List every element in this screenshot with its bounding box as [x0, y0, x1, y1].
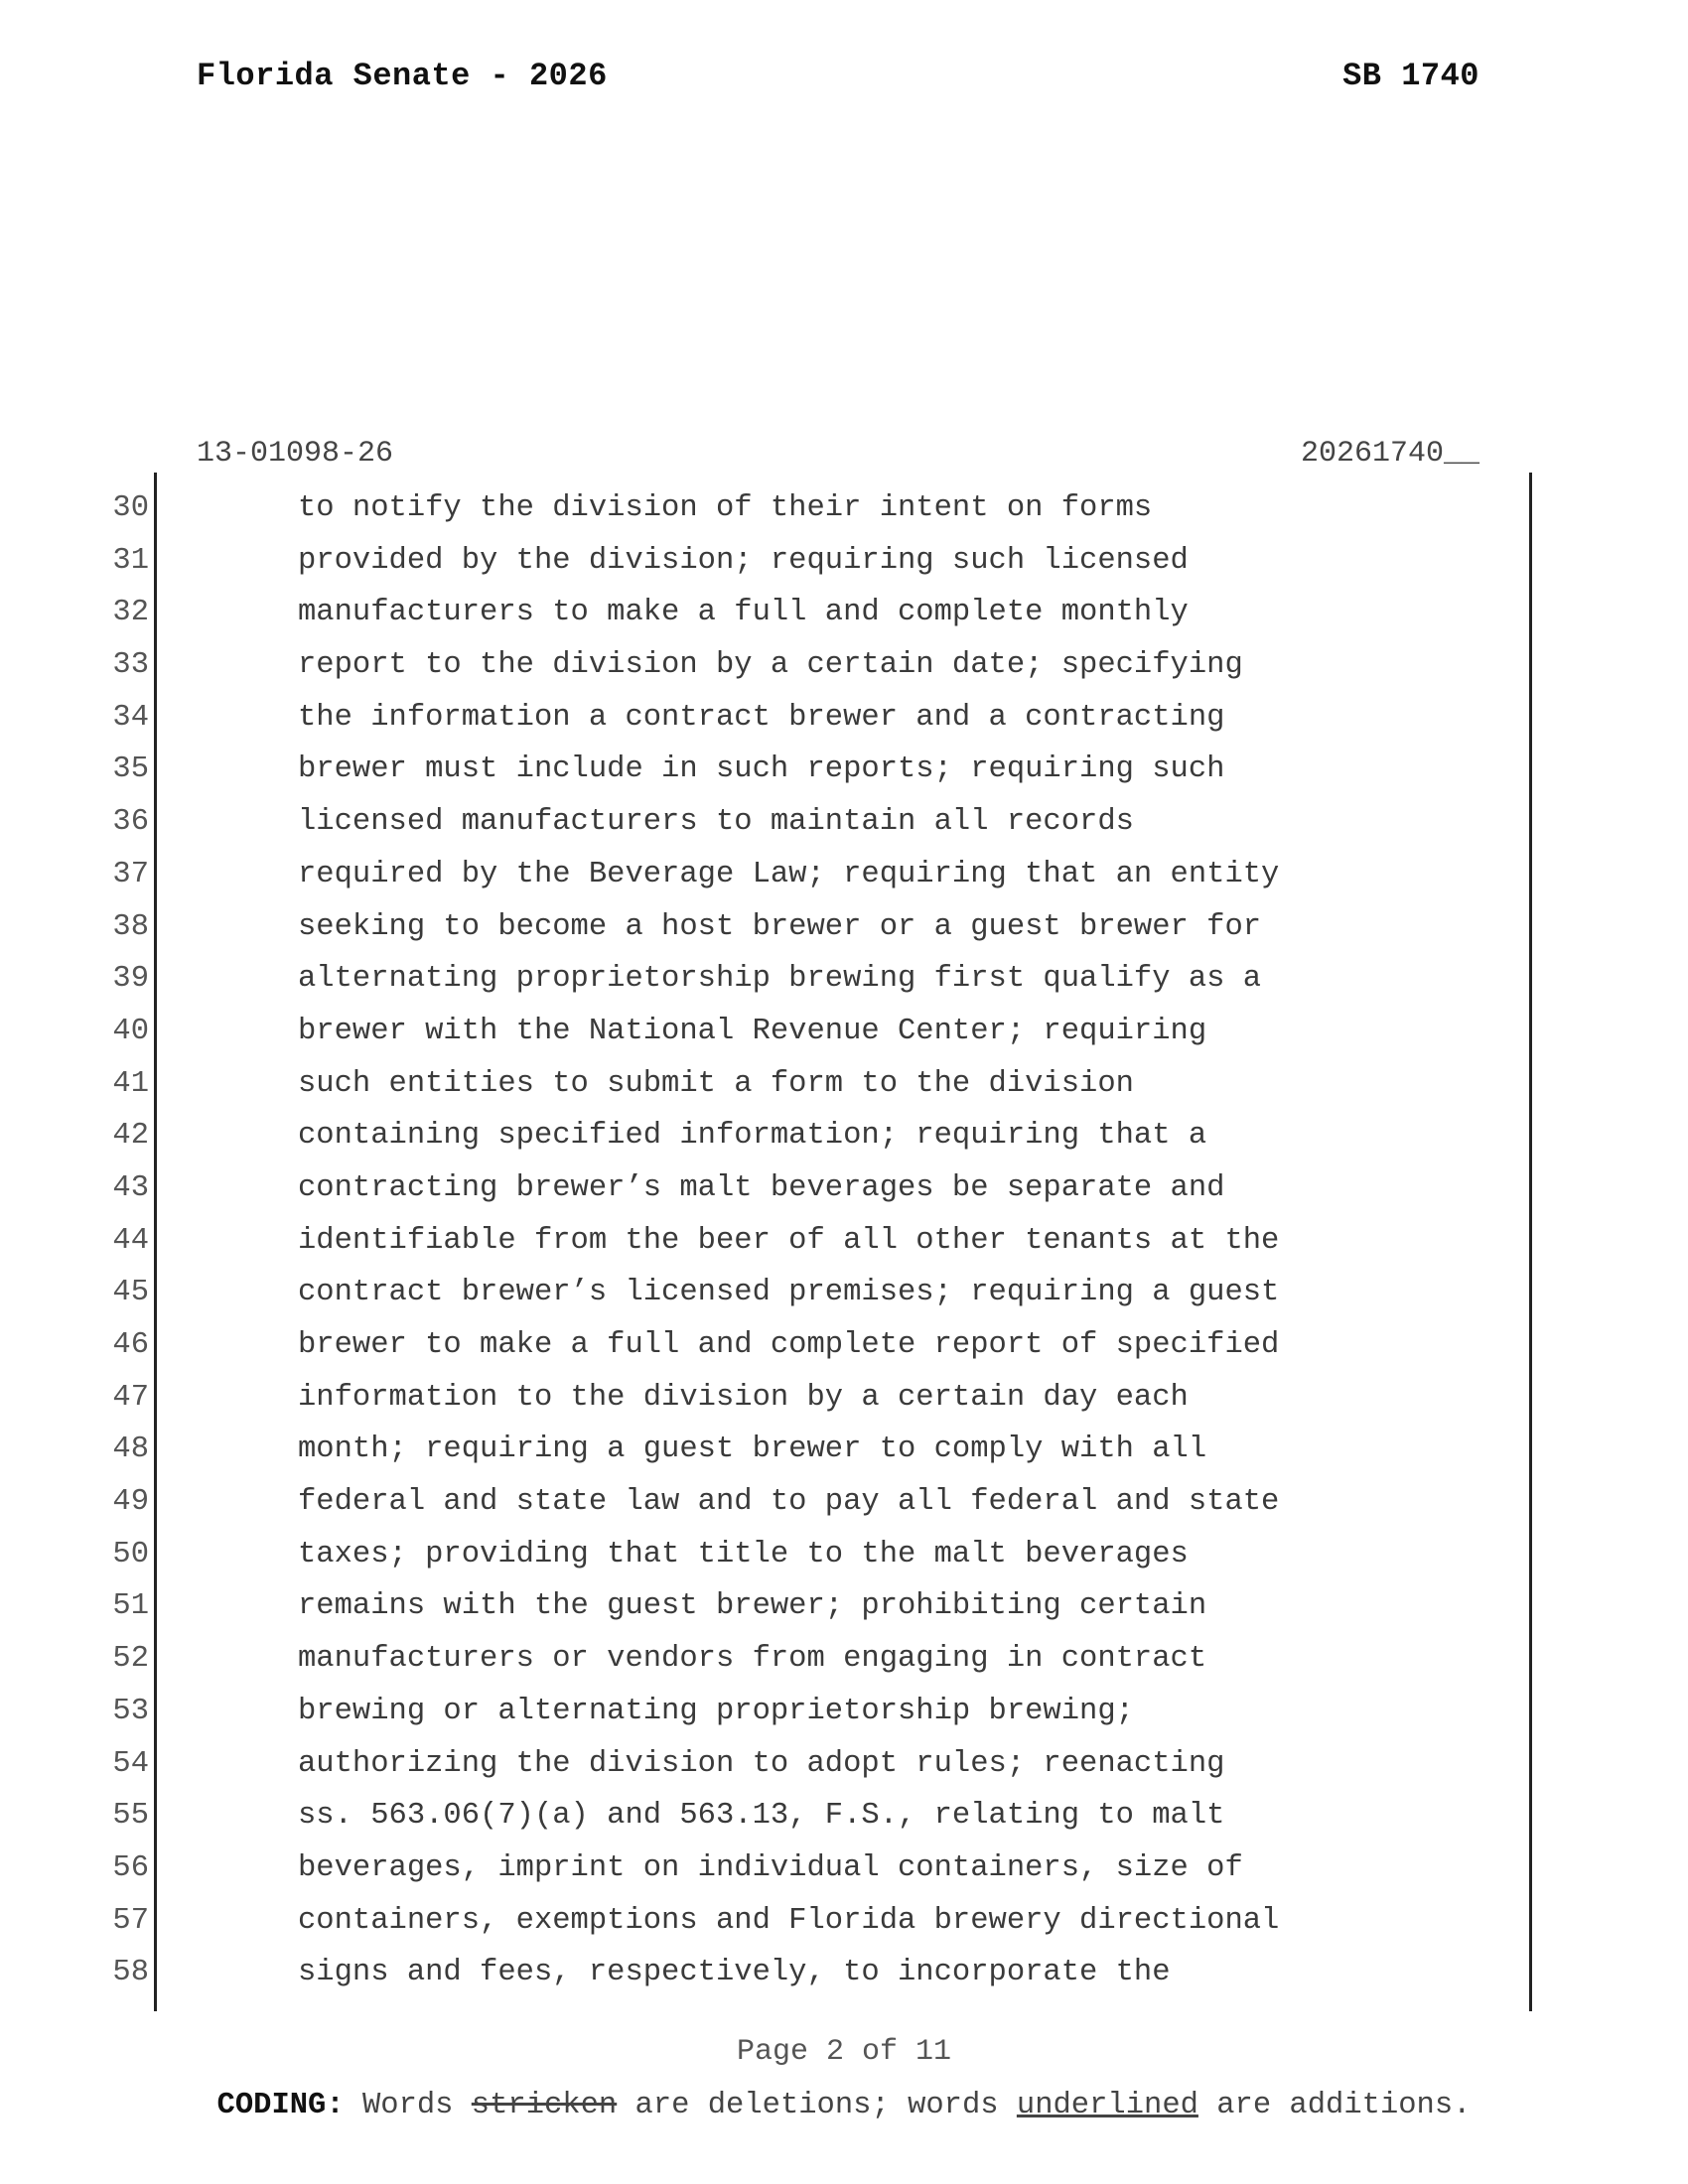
bill-line [0, 1162, 1688, 1215]
line-text: such entities to submit a form to the division [298, 1066, 1134, 1101]
line-text: brewing or alternating proprietorship brewing; [298, 1694, 1134, 1728]
header-title: Florida Senate - 2026 [197, 58, 608, 94]
line-number: 48 [112, 1433, 149, 1467]
line-number: 35 [112, 752, 149, 787]
line-number: 41 [112, 1066, 149, 1101]
line-text: brewer to make a full and complete report of specified [298, 1328, 1280, 1362]
bill-line [0, 535, 1688, 588]
line-number: 47 [112, 1380, 149, 1415]
line-text: seeking to become a host brewer or a guest brewer for [298, 909, 1262, 944]
line-number: 53 [112, 1694, 149, 1728]
line-number: 43 [112, 1170, 149, 1205]
bill-line [0, 1790, 1688, 1843]
bill-line [0, 1424, 1688, 1476]
draft-code: 13-01098-26 [197, 437, 394, 471]
bill-line [0, 953, 1688, 1006]
bill-line [0, 1058, 1688, 1111]
line-text: licensed manufacturers to maintain all records [298, 805, 1134, 840]
bill-line [0, 901, 1688, 954]
bill-line [0, 1319, 1688, 1372]
line-text: authorizing the division to adopt rules; reenacting [298, 1746, 1225, 1781]
bill-line [0, 1476, 1688, 1529]
bill-line [0, 1529, 1688, 1581]
line-number: 30 [112, 491, 149, 525]
bill-number: SB 1740 [1342, 58, 1479, 94]
line-text: report to the division by a certain date; specifying [298, 648, 1243, 683]
line-number: 45 [112, 1276, 149, 1310]
bill-line [0, 1738, 1688, 1791]
bill-line [0, 1633, 1688, 1686]
line-text: alternating proprietorship brewing first qualify as a [298, 962, 1262, 997]
line-text: contracting brewer’s malt beverages be separate and [298, 1170, 1225, 1205]
line-number: 31 [112, 543, 149, 578]
bill-line [0, 482, 1688, 535]
line-number: 51 [112, 1589, 149, 1624]
line-number: 46 [112, 1328, 149, 1362]
coding-legend [0, 2089, 1688, 2122]
bill-line [0, 587, 1688, 639]
line-text: month; requiring a guest brewer to comply with all [298, 1433, 1207, 1467]
line-number: 56 [112, 1850, 149, 1885]
line-number: 36 [112, 805, 149, 840]
bill-line [0, 639, 1688, 692]
line-text: manufacturers to make a full and complete monthly [298, 596, 1189, 630]
line-text: the information a contract brewer and a contracting [298, 700, 1225, 735]
coding-text-3: are additions. [1197, 2089, 1472, 2122]
line-number: 50 [112, 1537, 149, 1571]
bill-line [0, 1947, 1688, 1999]
bill-line [0, 849, 1688, 901]
coding-text-2: are deletions; words [617, 2089, 1017, 2122]
line-number: 40 [112, 1014, 149, 1048]
line-text: containers, exemptions and Florida brewery directional [298, 1903, 1280, 1938]
coding-stricken-example: stricken [471, 2089, 618, 2122]
bill-line [0, 796, 1688, 849]
line-number: 42 [112, 1119, 149, 1154]
coding-underlined-example: underlined [1016, 2089, 1198, 2122]
line-text: ss. 563.06(7)(a) and 563.13, F.S., relating to malt [298, 1799, 1225, 1834]
line-number: 57 [112, 1903, 149, 1938]
line-text: beverages, imprint on individual containers, size of [298, 1850, 1243, 1885]
bill-line [0, 1895, 1688, 1948]
bill-line [0, 744, 1688, 796]
line-text: manufacturers or vendors from engaging in contract [298, 1642, 1207, 1677]
line-text: signs and fees, respectively, to incorporate the [298, 1956, 1171, 1990]
line-number: 54 [112, 1746, 149, 1781]
coding-label: CODING: [216, 2089, 345, 2122]
bill-line [0, 692, 1688, 745]
line-text: information to the division by a certain day each [298, 1380, 1189, 1415]
line-number: 33 [112, 648, 149, 683]
line-number: 55 [112, 1799, 149, 1834]
bill-code: 20261740__ [1300, 437, 1479, 471]
bill-text-lines [0, 482, 1688, 1999]
bill-line [0, 1267, 1688, 1319]
line-text: brewer with the National Revenue Center; requiring [298, 1014, 1207, 1048]
bill-line [0, 1110, 1688, 1162]
line-text: remains with the guest brewer; prohibiting certain [298, 1589, 1207, 1624]
coding-text-1: Words [344, 2089, 472, 2122]
line-text: provided by the division; requiring such licensed [298, 543, 1189, 578]
line-text: identifiable from the beer of all other tenants at the [298, 1223, 1280, 1258]
bill-line [0, 1686, 1688, 1738]
page-number: Page 2 of 11 [736, 2035, 952, 2069]
line-number: 49 [112, 1485, 149, 1520]
line-text: federal and state law and to pay all federal and state [298, 1485, 1280, 1520]
bill-line [0, 1580, 1688, 1633]
bill-line [0, 1215, 1688, 1268]
line-text: to notify the division of their intent on forms [298, 491, 1153, 525]
line-text: required by the Beverage Law; requiring that an entity [298, 857, 1280, 891]
line-number: 38 [112, 909, 149, 944]
line-number: 37 [112, 857, 149, 891]
line-number: 34 [112, 700, 149, 735]
bill-line [0, 1006, 1688, 1058]
line-number: 52 [112, 1642, 149, 1677]
line-text: contract brewer’s licensed premises; requiring a guest [298, 1276, 1280, 1310]
line-text: brewer must include in such reports; requiring such [298, 752, 1225, 787]
line-number: 44 [112, 1223, 149, 1258]
bill-line [0, 1843, 1688, 1895]
line-number: 32 [112, 596, 149, 630]
line-number: 58 [112, 1956, 149, 1990]
line-text: containing specified information; requiring that a [298, 1119, 1207, 1154]
line-text: taxes; providing that title to the malt beverages [298, 1537, 1189, 1571]
bill-line [0, 1372, 1688, 1425]
line-number: 39 [112, 962, 149, 997]
